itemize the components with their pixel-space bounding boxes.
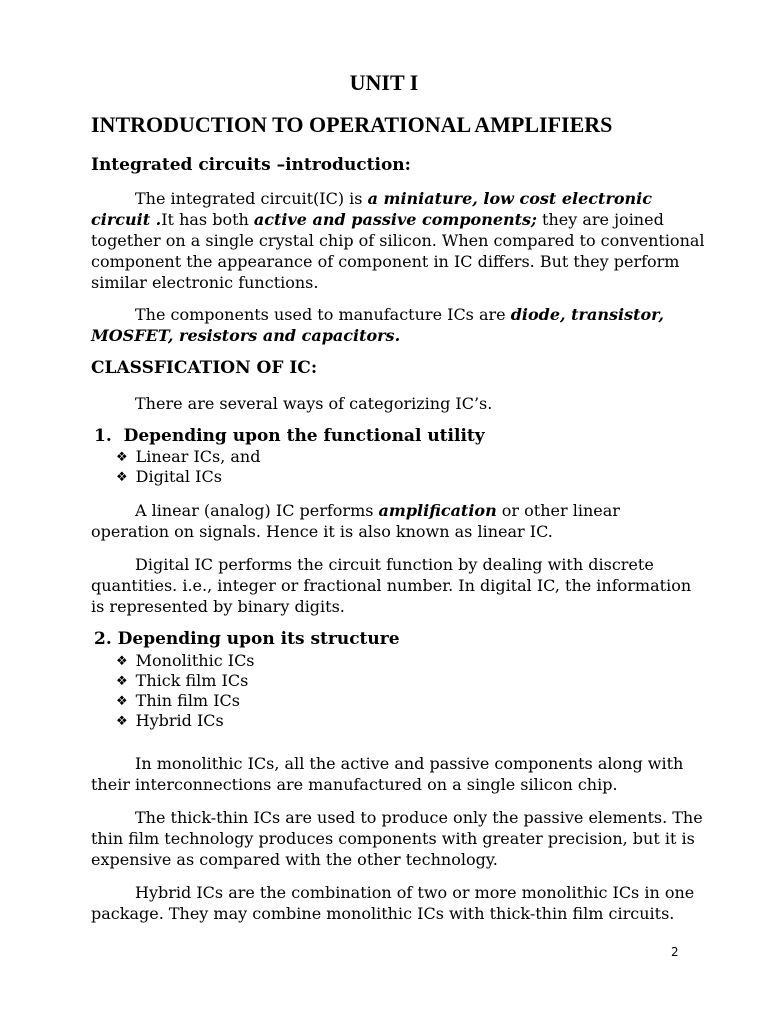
diamond-bullet-icon: ❖ (116, 694, 128, 709)
digital-paragraph-line3: is represented by binary digits. (91, 597, 345, 616)
list-item-2-heading: 2. Depending upon its structure (94, 629, 400, 649)
unit-title: UNIT I (349, 70, 419, 95)
intro-paragraph-line1: The integrated circuit(IC) is a miniature, low cost electronic (135, 189, 652, 208)
bullet-digital-ics: ❖ Digital ICs (116, 467, 222, 486)
bullet-thick-film-ics: ❖ Thick film ICs (116, 671, 249, 690)
bullet-hybrid-ics: ❖ Hybrid ICs (116, 711, 224, 730)
diamond-bullet-icon: ❖ (116, 470, 128, 485)
bullet-monolithic-ics: ❖ Monolithic ICs (116, 651, 255, 670)
components-paragraph-line1: The components used to manufacture ICs are diode, transistor, (135, 305, 664, 324)
intro-heading: Integrated circuits –introduction: (91, 155, 411, 175)
digital-paragraph-line1: Digital IC performs the circuit function by dealing with discrete (135, 555, 654, 574)
components-paragraph-line2: MOSFET, resistors and capacitors. (91, 326, 401, 345)
linear-paragraph-line2: operation on signals. Hence it is also known as linear IC. (91, 522, 553, 541)
classification-heading: CLASSFICATION OF IC: (91, 358, 318, 378)
thick-thin-paragraph-line2: thin film technology produces components with greater precision, but it is (91, 829, 695, 848)
digital-paragraph-line2: quantities. i.e., integer or fractional number. In digital IC, the information (91, 576, 692, 595)
thick-thin-paragraph-line3: expensive as compared with the other technology. (91, 850, 498, 869)
diamond-bullet-icon: ❖ (116, 674, 128, 689)
page-number: 2 (671, 945, 679, 959)
hybrid-paragraph-line2: package. They may combine monolithic ICs with thick-thin film circuits. (91, 904, 675, 923)
monolithic-paragraph-line2: their interconnections are manufactured on a single silicon chip. (91, 775, 618, 794)
intro-paragraph-line2: circuit .It has both active and passive components; they are joined (91, 210, 664, 229)
thick-thin-paragraph-line1: The thick-thin ICs are used to produce only the passive elements. The (135, 808, 703, 827)
intro-paragraph-line4: component the appearance of component in IC differs. But they perform (91, 252, 680, 271)
monolithic-paragraph-line1: In monolithic ICs, all the active and passive components along with (135, 754, 684, 773)
hybrid-paragraph-line1: Hybrid ICs are the combination of two or more monolithic ICs in one (135, 883, 695, 902)
intro-paragraph-line3: together on a single crystal chip of silicon. When compared to conventional (91, 231, 705, 250)
bullet-linear-ics: ❖ Linear ICs, and (116, 447, 261, 466)
diamond-bullet-icon: ❖ (116, 654, 128, 669)
diamond-bullet-icon: ❖ (116, 714, 128, 729)
linear-paragraph-line1: A linear (analog) IC performs amplification or other linear (135, 501, 620, 520)
chapter-title: INTRODUCTION TO OPERATIONAL AMPLIFIERS (91, 112, 613, 137)
intro-paragraph-line5: similar electronic functions. (91, 273, 319, 292)
bullet-thin-film-ics: ❖ Thin film ICs (116, 691, 240, 710)
list-item-1-heading: 1. Depending upon the functional utility (94, 426, 485, 446)
classification-intro: There are several ways of categorizing IC’s. (135, 394, 493, 413)
diamond-bullet-icon: ❖ (116, 450, 128, 465)
